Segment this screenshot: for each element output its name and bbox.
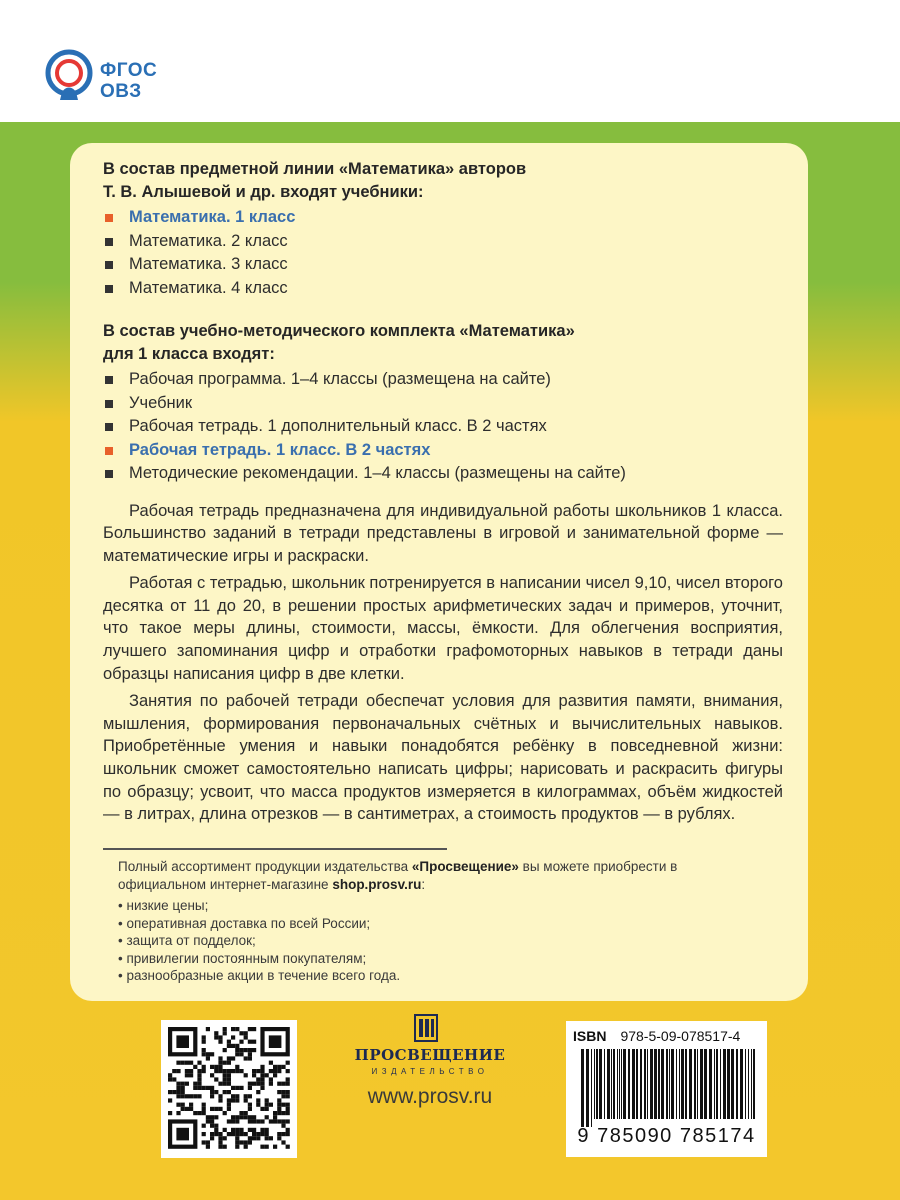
publisher-name: ПРОСВЕЩЕНИЕ — [354, 1046, 506, 1064]
list-item: Методические рекомендации. 1–4 классы (размещены на сайте) — [103, 462, 783, 486]
isbn-barcode — [566, 1021, 767, 1157]
isbn-number: 978-5-09-078517-4 — [620, 1028, 741, 1044]
publisher-name: «Просвещение» — [411, 859, 519, 874]
shop-benefits-list — [118, 897, 768, 985]
shop-info: Полный ассортимент продукции издательства «Просвещение» вы можете приобрести в официальном интернет-магазине shop.prosv.ru: • низкие цены; • оперативная доставка по всей России; • защита от подделок; • привилегии постоянным покупателям; • разнообразные акции в течение всего года. — [118, 858, 768, 985]
qr-code[interactable] — [161, 1020, 297, 1158]
section2-heading: В состав учебно-методического комплекта «Математика» для 1 класса входят: — [103, 322, 575, 363]
paragraph: Работая с тетрадью, школьник потренируется в написании чисел 9,10, чисел второго десятка от 11 до 20, в решении простых арифметических задач и примеров, уточнит, что такое меры длины, стоимости, массы, ёмкости. Для облегчения восприятия, лучшего запоминания цифр и отработки графомоторных навыков в тетради даны образцы написания цифр в две клетки. — [103, 574, 783, 683]
isbn-label: ISBN 978-5-09-078517-4 — [573, 1028, 741, 1044]
list-item: Рабочая тетрадь. 1 дополнительный класс. В 2 частях — [103, 415, 783, 439]
barcode-icon — [579, 1049, 759, 1127]
list-item: Учебник — [103, 392, 783, 416]
list-item: • защита от подделок; — [118, 932, 768, 950]
list-item: • привилегии постоянным покупателям; — [118, 950, 768, 968]
list-item: Математика. 2 класс — [103, 230, 783, 254]
section1-heading: В состав предметной линии «Математика» авторов Т. В. Алышевой и др. входят учебники: — [103, 160, 527, 201]
divider — [103, 848, 447, 850]
textbook-list — [103, 206, 783, 300]
list-item: • разнообразные акции в течение всего года. — [118, 967, 768, 985]
paragraph: Рабочая тетрадь предназначена для индивидуальной работы школьников 1 класса. Большинство заданий в тетради представлены в игровой и занимательной форме — математические игры и раскраски. — [103, 501, 783, 565]
top-header — [0, 0, 900, 122]
logo-line2: ОВЗ — [100, 81, 142, 102]
qr-code-icon — [161, 1020, 297, 1158]
list-item: Математика. 4 класс — [103, 277, 783, 301]
publisher-url[interactable]: www.prosv.ru — [367, 1085, 493, 1108]
content — [103, 158, 783, 826]
fgos-logo-text — [100, 60, 157, 102]
list-item: • низкие цены; — [118, 897, 768, 915]
shop-link[interactable]: shop.prosv.ru — [332, 877, 422, 892]
list-item: Математика. 1 класс — [103, 206, 783, 230]
publisher-subtitle: ИЗДАТЕЛЬСТВО — [371, 1067, 489, 1076]
list-item: Математика. 3 класс — [103, 253, 783, 277]
list-item: Рабочая программа. 1–4 классы (размещена на сайте) — [103, 368, 783, 392]
kit-list — [103, 368, 783, 486]
fgos-logo-icon — [44, 48, 94, 103]
logo-line1: ФГОС — [100, 60, 158, 81]
prosveshchenie-logo-icon — [414, 1014, 438, 1042]
list-item: • оперативная доставка по всей России; — [118, 915, 768, 933]
paragraph: Занятия по рабочей тетради обеспечат условия для развития памяти, внимания, мышления, формирования первоначальных счётных и вычислительных навыков. Приобретённые умения и навыки понадобятся ребёнку в повседневной жизни: школьник сможет самостоятельно написать цифры; нарисовать и раскрасить фигуры по образцу; усвоит, что масса продуктов измеряется в килограммах, объём жидкостей — в литрах, длина отрезков — в сантиметрах, а стоимость продуктов — в рублях. — [103, 692, 783, 824]
barcode-digits: 9 785090 785174 — [577, 1125, 756, 1147]
list-item: Рабочая тетрадь. 1 класс. В 2 частях — [103, 439, 783, 463]
